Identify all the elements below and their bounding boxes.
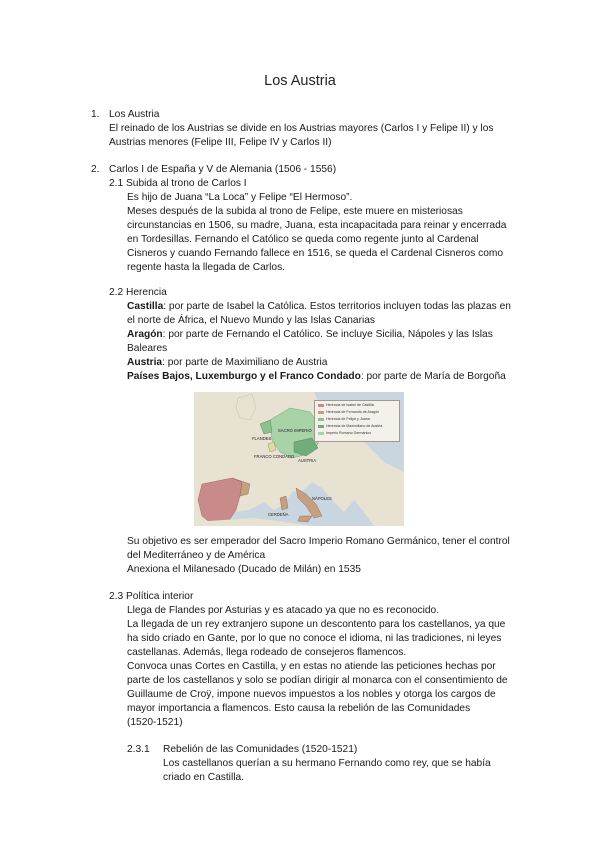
section-1-heading: Los Austria [109,109,160,120]
subsection-2-3-1-line-2: criado en Castilla. [163,772,244,783]
paises-bajos-label: Países Bajos, Luxemburgo y el Franco Condado [127,371,361,382]
herencia-austria-line [127,356,327,370]
subsection-2-1-line-5: Cisneros y cuando Fernando fallece en 1516, se queda el Cardenal Cisneros como [127,248,504,259]
legend-item-aragon: Herencia de Fernando de Aragón [326,410,380,414]
aragon-text: : por parte de Fernando el Católico. Se incluye Sicilia, Nápoles y las Islas [162,329,493,340]
subsection-2-3-line-8: mayor importancia a flamencos. Esto causa la rebelión de las Comunidades [127,703,471,714]
austria-label: Austria [127,357,163,368]
map-label-imperio: SACRO IMPERIO [278,428,312,433]
legend-swatch-borgona [318,418,324,421]
subsection-2-3-line-4: castellanas. Además, llega rodeado de consejeros flamencos. [127,647,407,658]
legend-swatch-austria [318,425,324,428]
subsection-2-3-line-1: Llega de Flandes por Asturias y es atacado ya que no es reconocido. [127,605,440,616]
subsection-2-3-line-3: ha sido criado en Gante, por lo que no conoce el idioma, ni las tradiciones, ni leyes [127,633,502,644]
castilla-text: : por parte de Isabel la Católica. Estos territorios incluyen todas las plazas en [163,301,511,312]
subsection-2-3-heading: 2.3 Política interior [109,591,194,602]
herencia-aragon-line-1 [127,328,493,342]
subsection-2-3-line-9: (1520-1521) [127,717,183,728]
herencia-aragon-line-2: Baleares [127,343,168,354]
herencia-map-image [194,392,404,526]
section-1-line-1: El reinado de los Austrias se divide en los Austrias mayores (Carlos I y Felipe II) y los [109,123,494,134]
map-label-cerdena: CERDEÑA [268,512,289,517]
section-2-number: 2. [91,164,100,175]
map-label-flandes: FLANDES [252,436,272,441]
legend-swatch-aragon [318,411,324,414]
subsection-2-3-1-number: 2.3.1 [127,744,150,755]
subsection-2-1-line-2: Meses después de la subida al trono de Felipe, este muere en misteriosas [127,206,463,217]
legend-swatch-castilla [318,404,324,407]
subsection-2-3-line-7: Guillaume de Croÿ, impone nuevos impuestos a los nobles y otorga los cargos de [127,689,496,700]
section-1-number: 1. [91,109,100,120]
herencia-after-line-3: Anexiona el Milanesado (Ducado de Milán) en 1535 [127,564,361,575]
section-2-heading: Carlos I de España y V de Alemania (1506 - 1556) [109,164,337,175]
subsection-2-3-1-line-1: Los castellanos querían a su hermano Fernando como rey, que se había [163,758,491,769]
map-label-napoles: NÁPOLES [312,496,332,501]
legend-item-borgona: Herencia de Felipe y Juana [326,417,370,421]
paises-bajos-text: : por parte de María de Borgoña [360,371,506,382]
subsection-2-2-heading: 2.2 Herencia [109,287,167,298]
legend-item-imperio: Imperio Romano Germánico [326,431,372,435]
legend-swatch-imperio [318,432,324,435]
legend-item-austria: Herencia de Maximiliano de Austria [326,424,383,428]
herencia-paises-bajos-line [127,370,506,384]
herencia-after-line-2: del Mediterráneo y de América [127,550,266,561]
herencia-castilla-line-2: el norte de África, el Nuevo Mundo y las Islas Canarias [127,315,376,326]
castilla-label: Castilla [127,301,164,312]
subsection-2-3-line-5: Convoca unas Cortes en Castilla, y en estas no atiende las peticiones hechas por [127,661,496,672]
map-label-austria: AUSTRIA [298,458,317,463]
map-legend [314,400,400,442]
subsection-2-1-heading: 2.1 Subida al trono de Carlos I [109,178,247,189]
subsection-2-1-line-3: circunstancias en 1506, su madre, Juana, esta incapacitada para reinar y encerrada [127,220,507,231]
subsection-2-3-line-6: parte de los castellanos y solo se podían dirigir al monarca con el consentimiento de [127,675,508,686]
herencia-after-line-1: Su objetivo es ser emperador del Sacro Imperio Romano Germánico, tener el control [127,536,510,547]
page-title: Los Austria [264,73,336,89]
herencia-castilla-line-1 [127,300,511,314]
subsection-2-1-line-6: regente hasta la llegada de Carlos. [127,262,286,273]
section-1-line-2: Austrias menores (Felipe III, Felipe IV y Carlos II) [109,137,332,148]
subsection-2-1-line-4: en Tordesillas. Fernando el Católico se queda como regente junto al Cardenal [127,234,479,245]
subsection-2-3-line-2: La llegada de un rey extranjero supone un descontento para los castellanos, ya que [127,619,506,630]
legend-item-castilla: Herencia de Isabel de Castilla [326,403,374,407]
subsection-2-3-1-heading: Rebelión de las Comunidades (1520-1521) [163,744,358,755]
austria-text: : por parte de Maximiliano de Austria [162,357,328,368]
subsection-2-1-line-1: Es hijo de Juana “La Loca” y Felipe “El Hermoso”. [127,192,353,203]
map-label-franco: FRANCO CONDADO [254,454,295,459]
aragon-label: Aragón [127,329,163,340]
